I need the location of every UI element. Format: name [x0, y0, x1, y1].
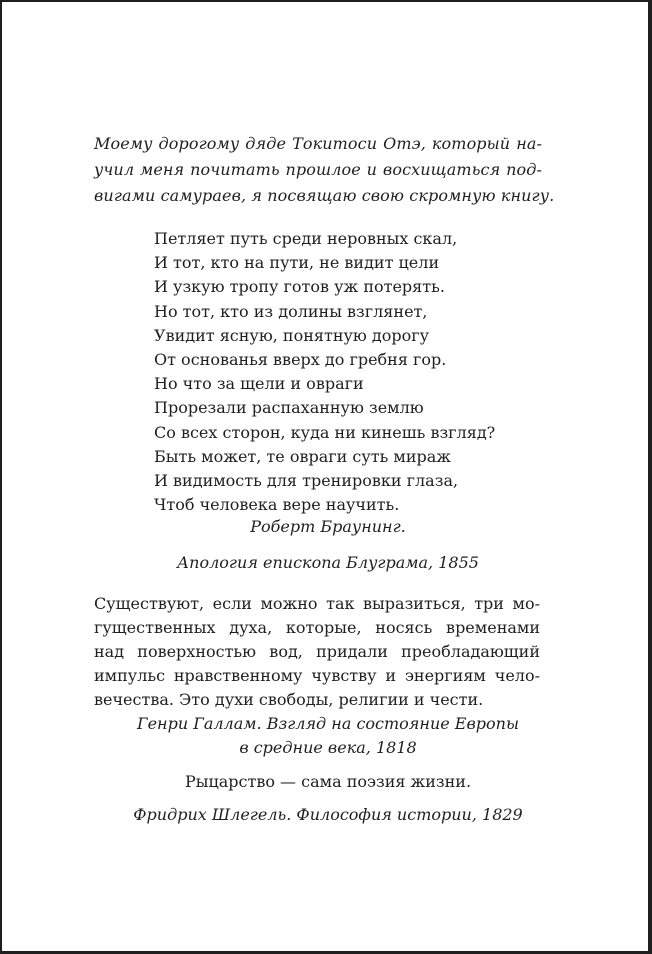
poem-source: Апология епископа Блуграма, 1855 — [177, 553, 479, 572]
prose-line: Существуют, если можно так выразиться, три мо- — [94, 594, 540, 613]
attribution-line: Генри Галлам. Взгляд на состояние Европы — [136, 714, 519, 733]
poem-line: И узкую тропу готов уж потерять. — [154, 277, 445, 297]
dedication-line: Моему дорогому дяде Токитоси Отэ, который на- — [94, 134, 542, 153]
prose-line: вечества. Это духи свободы, религии и чести. — [94, 690, 484, 709]
attribution-line: в средние века, 1818 — [239, 738, 417, 757]
prose-line: импульс нравственному чувству и энергиям чело- — [94, 666, 540, 685]
poem-author: Роберт Браунинг. — [250, 517, 406, 536]
poem-line: Петляет путь среди неровных скал, — [154, 229, 458, 248]
prose-attribution — [2, 712, 652, 760]
poem-line: Чтоб человека вере научить. — [154, 495, 400, 515]
poem-line: Но что за щели и овраги — [154, 374, 364, 394]
prose-line: над поверхностью вод, придали преобладающий — [94, 642, 540, 661]
poem-line: И тот, кто на пути, не видит цели — [154, 253, 440, 273]
chivalry-attribution: Фридрих Шлегель. Философия истории, 1829 — [133, 805, 523, 824]
poem-line: Со всех сторон, куда ни кинешь взгляд? — [154, 422, 496, 442]
poem-line: Но тот, кто из долины взглянет, — [154, 301, 428, 321]
dedication-line: учил меня почитать прошлое и восхищаться под- — [94, 160, 542, 179]
epigraph-poem — [154, 227, 495, 517]
dedication — [94, 131, 555, 209]
poem-line: И видимость для тренировки глаза, — [154, 471, 459, 491]
poem-line: Прорезали распаханную землю — [154, 398, 424, 418]
dedication-line: вигами самураев, я посвящаю свою скромную книгу. — [94, 186, 555, 205]
poem-line: Увидит ясную, понятную дорогу — [154, 325, 430, 345]
chivalry-quote: Рыцарство — сама поэзия жизни. — [184, 772, 472, 791]
poem-line: От основанья вверх до гребня гор. — [154, 350, 447, 370]
poem-line: Быть может, те овраги суть мираж — [154, 446, 452, 466]
prose-line: гущественных духа, которые, носясь временами — [94, 618, 540, 637]
epigraph-prose — [94, 592, 540, 712]
